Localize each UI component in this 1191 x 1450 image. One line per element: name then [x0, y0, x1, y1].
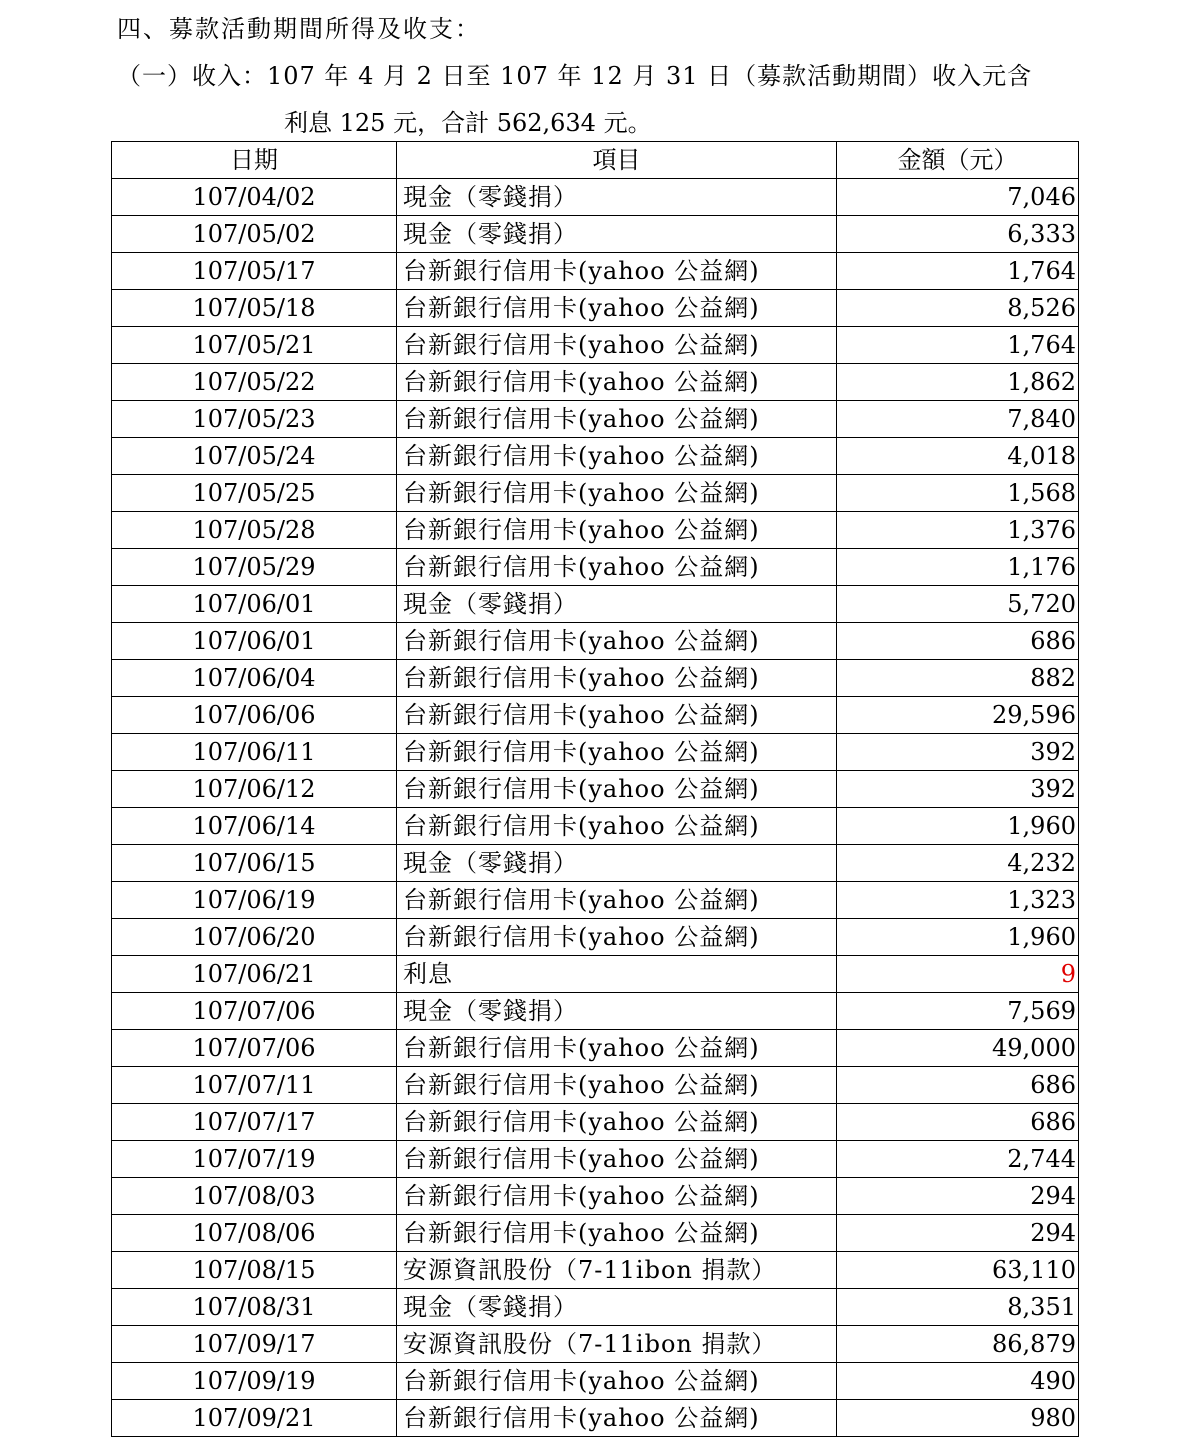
row-date: 107/07/17 — [112, 1104, 397, 1141]
row-amount: 882 — [837, 660, 1079, 697]
table-row — [112, 216, 1079, 253]
row-amount: 1,568 — [837, 475, 1079, 512]
table-row — [112, 401, 1079, 438]
header-row — [112, 142, 1079, 179]
row-date: 107/04/02 — [112, 179, 397, 216]
row-item: 台新銀行信用卡(yahoo 公益網) — [397, 1363, 837, 1400]
row-item: 台新銀行信用卡(yahoo 公益網) — [397, 364, 837, 401]
row-item: 台新銀行信用卡(yahoo 公益網) — [397, 253, 837, 290]
row-item: 台新銀行信用卡(yahoo 公益網) — [397, 623, 837, 660]
row-item: 安源資訊股份（7-11ibon 捐款） — [397, 1326, 837, 1363]
table-row — [112, 327, 1079, 364]
row-item: 台新銀行信用卡(yahoo 公益網) — [397, 549, 837, 586]
row-item: 台新銀行信用卡(yahoo 公益網) — [397, 734, 837, 771]
table-row — [112, 1326, 1079, 1363]
section-heading: 四、募款活動期間所得及收支： — [117, 15, 481, 43]
table-row — [112, 1030, 1079, 1067]
row-item: 台新銀行信用卡(yahoo 公益網) — [397, 512, 837, 549]
header-date: 日期 — [112, 142, 397, 179]
row-date: 107/06/20 — [112, 919, 397, 956]
header-item: 項目 — [397, 142, 837, 179]
row-item: 台新銀行信用卡(yahoo 公益網) — [397, 919, 837, 956]
row-item: 台新銀行信用卡(yahoo 公益網) — [397, 290, 837, 327]
row-date: 107/06/04 — [112, 660, 397, 697]
row-item: 台新銀行信用卡(yahoo 公益網) — [397, 1141, 837, 1178]
row-item: 利息 — [397, 956, 837, 993]
row-date: 107/07/11 — [112, 1067, 397, 1104]
row-date: 107/05/28 — [112, 512, 397, 549]
table-row — [112, 1067, 1079, 1104]
row-amount: 686 — [837, 1067, 1079, 1104]
row-item: 台新銀行信用卡(yahoo 公益網) — [397, 771, 837, 808]
row-amount: 29,596 — [837, 697, 1079, 734]
table-row — [112, 438, 1079, 475]
row-amount: 1,323 — [837, 882, 1079, 919]
row-date: 107/09/21 — [112, 1400, 397, 1437]
row-item: 台新銀行信用卡(yahoo 公益網) — [397, 327, 837, 364]
table-row — [112, 290, 1079, 327]
row-amount: 490 — [837, 1363, 1079, 1400]
row-amount: 1,960 — [837, 808, 1079, 845]
row-item: 台新銀行信用卡(yahoo 公益網) — [397, 438, 837, 475]
table-row — [112, 1252, 1079, 1289]
income-summary-line2: 利息 125 元，合計 562,634 元。 — [284, 109, 652, 137]
income-table-body — [112, 179, 1079, 1437]
row-amount: 392 — [837, 771, 1079, 808]
table-row — [112, 697, 1079, 734]
row-date: 107/05/24 — [112, 438, 397, 475]
row-item: 現金（零錢捐） — [397, 845, 837, 882]
table-row — [112, 1141, 1079, 1178]
table-row — [112, 549, 1079, 586]
table-row — [112, 1363, 1079, 1400]
row-date: 107/09/17 — [112, 1326, 397, 1363]
income-table — [111, 141, 1079, 1437]
row-amount: 4,232 — [837, 845, 1079, 882]
table-row — [112, 1178, 1079, 1215]
row-amount: 686 — [837, 623, 1079, 660]
row-amount: 49,000 — [837, 1030, 1079, 1067]
row-amount: 294 — [837, 1178, 1079, 1215]
income-table-header — [112, 142, 1079, 179]
row-date: 107/07/06 — [112, 993, 397, 1030]
income-summary-line1: （一）收入：107 年 4 月 2 日至 107 年 12 月 31 日（募款活動期間）收入元含 — [117, 62, 1033, 90]
row-amount: 86,879 — [837, 1326, 1079, 1363]
row-amount: 980 — [837, 1400, 1079, 1437]
row-amount: 1,960 — [837, 919, 1079, 956]
row-item: 現金（零錢捐） — [397, 216, 837, 253]
row-item: 現金（零錢捐） — [397, 179, 837, 216]
table-row — [112, 771, 1079, 808]
table-row — [112, 1289, 1079, 1326]
table-row — [112, 253, 1079, 290]
row-date: 107/05/17 — [112, 253, 397, 290]
row-date: 107/05/25 — [112, 475, 397, 512]
table-row — [112, 586, 1079, 623]
row-item: 台新銀行信用卡(yahoo 公益網) — [397, 401, 837, 438]
row-item: 台新銀行信用卡(yahoo 公益網) — [397, 808, 837, 845]
row-date: 107/09/19 — [112, 1363, 397, 1400]
row-date: 107/05/21 — [112, 327, 397, 364]
row-amount: 7,840 — [837, 401, 1079, 438]
row-date: 107/06/21 — [112, 956, 397, 993]
header-amount: 金額（元） — [837, 142, 1079, 179]
row-item: 台新銀行信用卡(yahoo 公益網) — [397, 1104, 837, 1141]
row-date: 107/05/02 — [112, 216, 397, 253]
row-date: 107/05/29 — [112, 549, 397, 586]
row-item: 台新銀行信用卡(yahoo 公益網) — [397, 660, 837, 697]
row-item: 現金（零錢捐） — [397, 586, 837, 623]
row-item: 台新銀行信用卡(yahoo 公益網) — [397, 1400, 837, 1437]
table-row — [112, 1400, 1079, 1437]
row-item: 台新銀行信用卡(yahoo 公益網) — [397, 475, 837, 512]
row-amount: 9 — [837, 956, 1079, 993]
row-date: 107/06/06 — [112, 697, 397, 734]
table-row — [112, 512, 1079, 549]
row-item: 現金（零錢捐） — [397, 1289, 837, 1326]
row-date: 107/08/06 — [112, 1215, 397, 1252]
table-row — [112, 956, 1079, 993]
row-date: 107/08/31 — [112, 1289, 397, 1326]
row-date: 107/07/06 — [112, 1030, 397, 1067]
row-date: 107/05/23 — [112, 401, 397, 438]
row-date: 107/05/22 — [112, 364, 397, 401]
row-item: 台新銀行信用卡(yahoo 公益網) — [397, 697, 837, 734]
row-amount: 686 — [837, 1104, 1079, 1141]
row-amount: 8,351 — [837, 1289, 1079, 1326]
row-date: 107/06/01 — [112, 586, 397, 623]
table-row — [112, 1104, 1079, 1141]
row-item: 台新銀行信用卡(yahoo 公益網) — [397, 1030, 837, 1067]
row-item: 安源資訊股份（7-11ibon 捐款） — [397, 1252, 837, 1289]
table-row — [112, 623, 1079, 660]
table-row — [112, 179, 1079, 216]
row-item: 台新銀行信用卡(yahoo 公益網) — [397, 1067, 837, 1104]
row-date: 107/06/11 — [112, 734, 397, 771]
table-row — [112, 364, 1079, 401]
row-item: 台新銀行信用卡(yahoo 公益網) — [397, 1178, 837, 1215]
row-amount: 392 — [837, 734, 1079, 771]
table-row — [112, 475, 1079, 512]
row-amount: 1,764 — [837, 327, 1079, 364]
table-row — [112, 882, 1079, 919]
row-amount: 1,862 — [837, 364, 1079, 401]
row-item: 台新銀行信用卡(yahoo 公益網) — [397, 1215, 837, 1252]
table-row — [112, 845, 1079, 882]
row-amount: 4,018 — [837, 438, 1079, 475]
row-date: 107/05/18 — [112, 290, 397, 327]
row-date: 107/08/03 — [112, 1178, 397, 1215]
table-row — [112, 1215, 1079, 1252]
table-row — [112, 660, 1079, 697]
row-amount: 1,764 — [837, 253, 1079, 290]
row-date: 107/06/12 — [112, 771, 397, 808]
row-amount: 1,176 — [837, 549, 1079, 586]
row-amount: 294 — [837, 1215, 1079, 1252]
row-date: 107/06/15 — [112, 845, 397, 882]
row-amount: 5,720 — [837, 586, 1079, 623]
row-amount: 7,046 — [837, 179, 1079, 216]
row-amount: 7,569 — [837, 993, 1079, 1030]
table-row — [112, 808, 1079, 845]
row-item: 現金（零錢捐） — [397, 993, 837, 1030]
table-row — [112, 734, 1079, 771]
row-date: 107/06/19 — [112, 882, 397, 919]
row-date: 107/06/01 — [112, 623, 397, 660]
row-date: 107/08/15 — [112, 1252, 397, 1289]
row-amount: 6,333 — [837, 216, 1079, 253]
table-row — [112, 993, 1079, 1030]
row-amount: 1,376 — [837, 512, 1079, 549]
table-row — [112, 919, 1079, 956]
row-amount: 8,526 — [837, 290, 1079, 327]
row-item: 台新銀行信用卡(yahoo 公益網) — [397, 882, 837, 919]
row-amount: 2,744 — [837, 1141, 1079, 1178]
row-amount: 63,110 — [837, 1252, 1079, 1289]
row-date: 107/07/19 — [112, 1141, 397, 1178]
row-date: 107/06/14 — [112, 808, 397, 845]
